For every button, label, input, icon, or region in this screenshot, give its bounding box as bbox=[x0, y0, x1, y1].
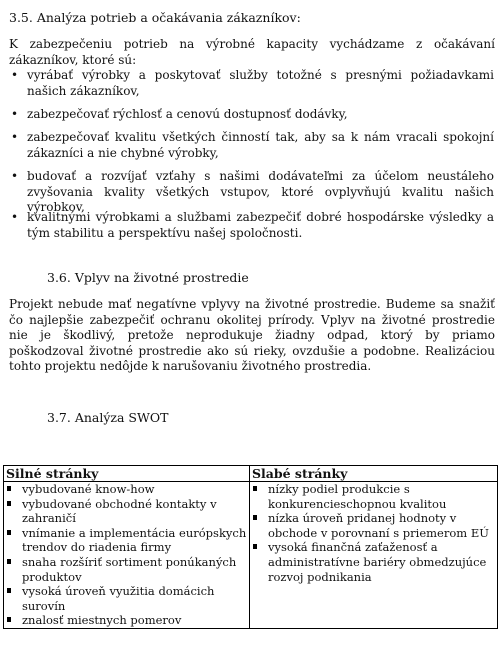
strengths-cell bbox=[4, 482, 250, 629]
weakness-item: nízky podiel produkcie s konkurencieschopnou kvalitou bbox=[252, 482, 495, 511]
strength-item: znalosť miestnych pomerov bbox=[6, 613, 247, 628]
strengths-list bbox=[6, 482, 247, 628]
section-3-7-heading: 3.7. Analýza SWOT bbox=[47, 410, 169, 425]
weaknesses-cell bbox=[250, 482, 498, 629]
strength-item: vnímanie a implementácia európskych trendov do riadenia firmy bbox=[6, 526, 247, 555]
strength-item: vysoká úroveň využitia domácich surovín bbox=[6, 584, 247, 613]
section-3-6-paragraph: Projekt nebude mať negatívne vplyvy na životné prostredie. Budeme sa snažiť čo najlepšie zabezpečiť ochranu okolitej prírody. Vplyv na životné prostredie nie je škodlivý, pretože neprodukuje žiadny odpad, ktorý by priamo poškodzoval životné prostredie ako sú rieky, ovzdušie a podobne. Realizáciou tohto projektu nedôjde k narušovaniu životného prostredia. bbox=[9, 297, 495, 373]
strength-item: snaha rozšíriť sortiment ponúkaných produktov bbox=[6, 555, 247, 584]
bullet-icon: • bbox=[11, 169, 19, 183]
expectation-item: zabezpečovať kvalitu všetkých činností tak, aby sa k nám vracali spokojní zákazníci a nie chybné výrobky, bbox=[27, 130, 494, 160]
swot-header-row bbox=[4, 466, 498, 482]
strength-item: vybudované obchodné kontakty v zahraničí bbox=[6, 497, 247, 526]
weaknesses-list bbox=[252, 482, 495, 584]
bullet-icon: • bbox=[11, 130, 19, 144]
expectation-item: zabezpečovať rýchlosť a cenovú dostupnosť dodávky, bbox=[27, 107, 348, 121]
weakness-item: vysoká finančná zaťaženosť a administratívne bariéry obmedzujúce rozvoj podnikania bbox=[252, 540, 495, 584]
weaknesses-header: Slabé stránky bbox=[250, 466, 498, 482]
swot-table bbox=[3, 465, 498, 629]
swot-body-row bbox=[4, 482, 498, 629]
strength-item: vybudované know-how bbox=[6, 482, 247, 497]
expectation-item: vyrábať výrobky a poskytovať služby totožné s presnými požiadavkami našich zákazníkov, bbox=[27, 68, 494, 98]
section-3-6-heading: 3.6. Vplyv na životné prostredie bbox=[47, 270, 249, 285]
expectation-item: budovať a rozvíjať vzťahy s našimi dodávateľmi za účelom neustáleho zvyšovania kvality všetkých vstupov, ktoré ovplyvňujú kvalitu našich výrobkov, bbox=[27, 169, 494, 214]
bullet-icon: • bbox=[11, 107, 19, 121]
strengths-header: Silné stránky bbox=[4, 466, 250, 482]
bullet-icon: • bbox=[11, 210, 19, 224]
section-3-5-heading: 3.5. Analýza potrieb a očakávania zákazníkov: bbox=[9, 10, 301, 25]
section-3-5-intro: K zabezpečeniu potrieb na výrobné kapacity vychádzame z očakávaní zákazníkov, ktoré sú: bbox=[9, 37, 495, 67]
bullet-icon: • bbox=[11, 68, 19, 82]
weakness-item: nízka úroveň pridanej hodnoty v obchode v porovnaní s priemerom EÚ bbox=[252, 511, 495, 540]
expectation-item: kvalitnými výrobkami a službami zabezpečiť dobré hospodárske výsledky a tým stabilitu a perspektívu našej spoločnosti. bbox=[27, 210, 494, 240]
